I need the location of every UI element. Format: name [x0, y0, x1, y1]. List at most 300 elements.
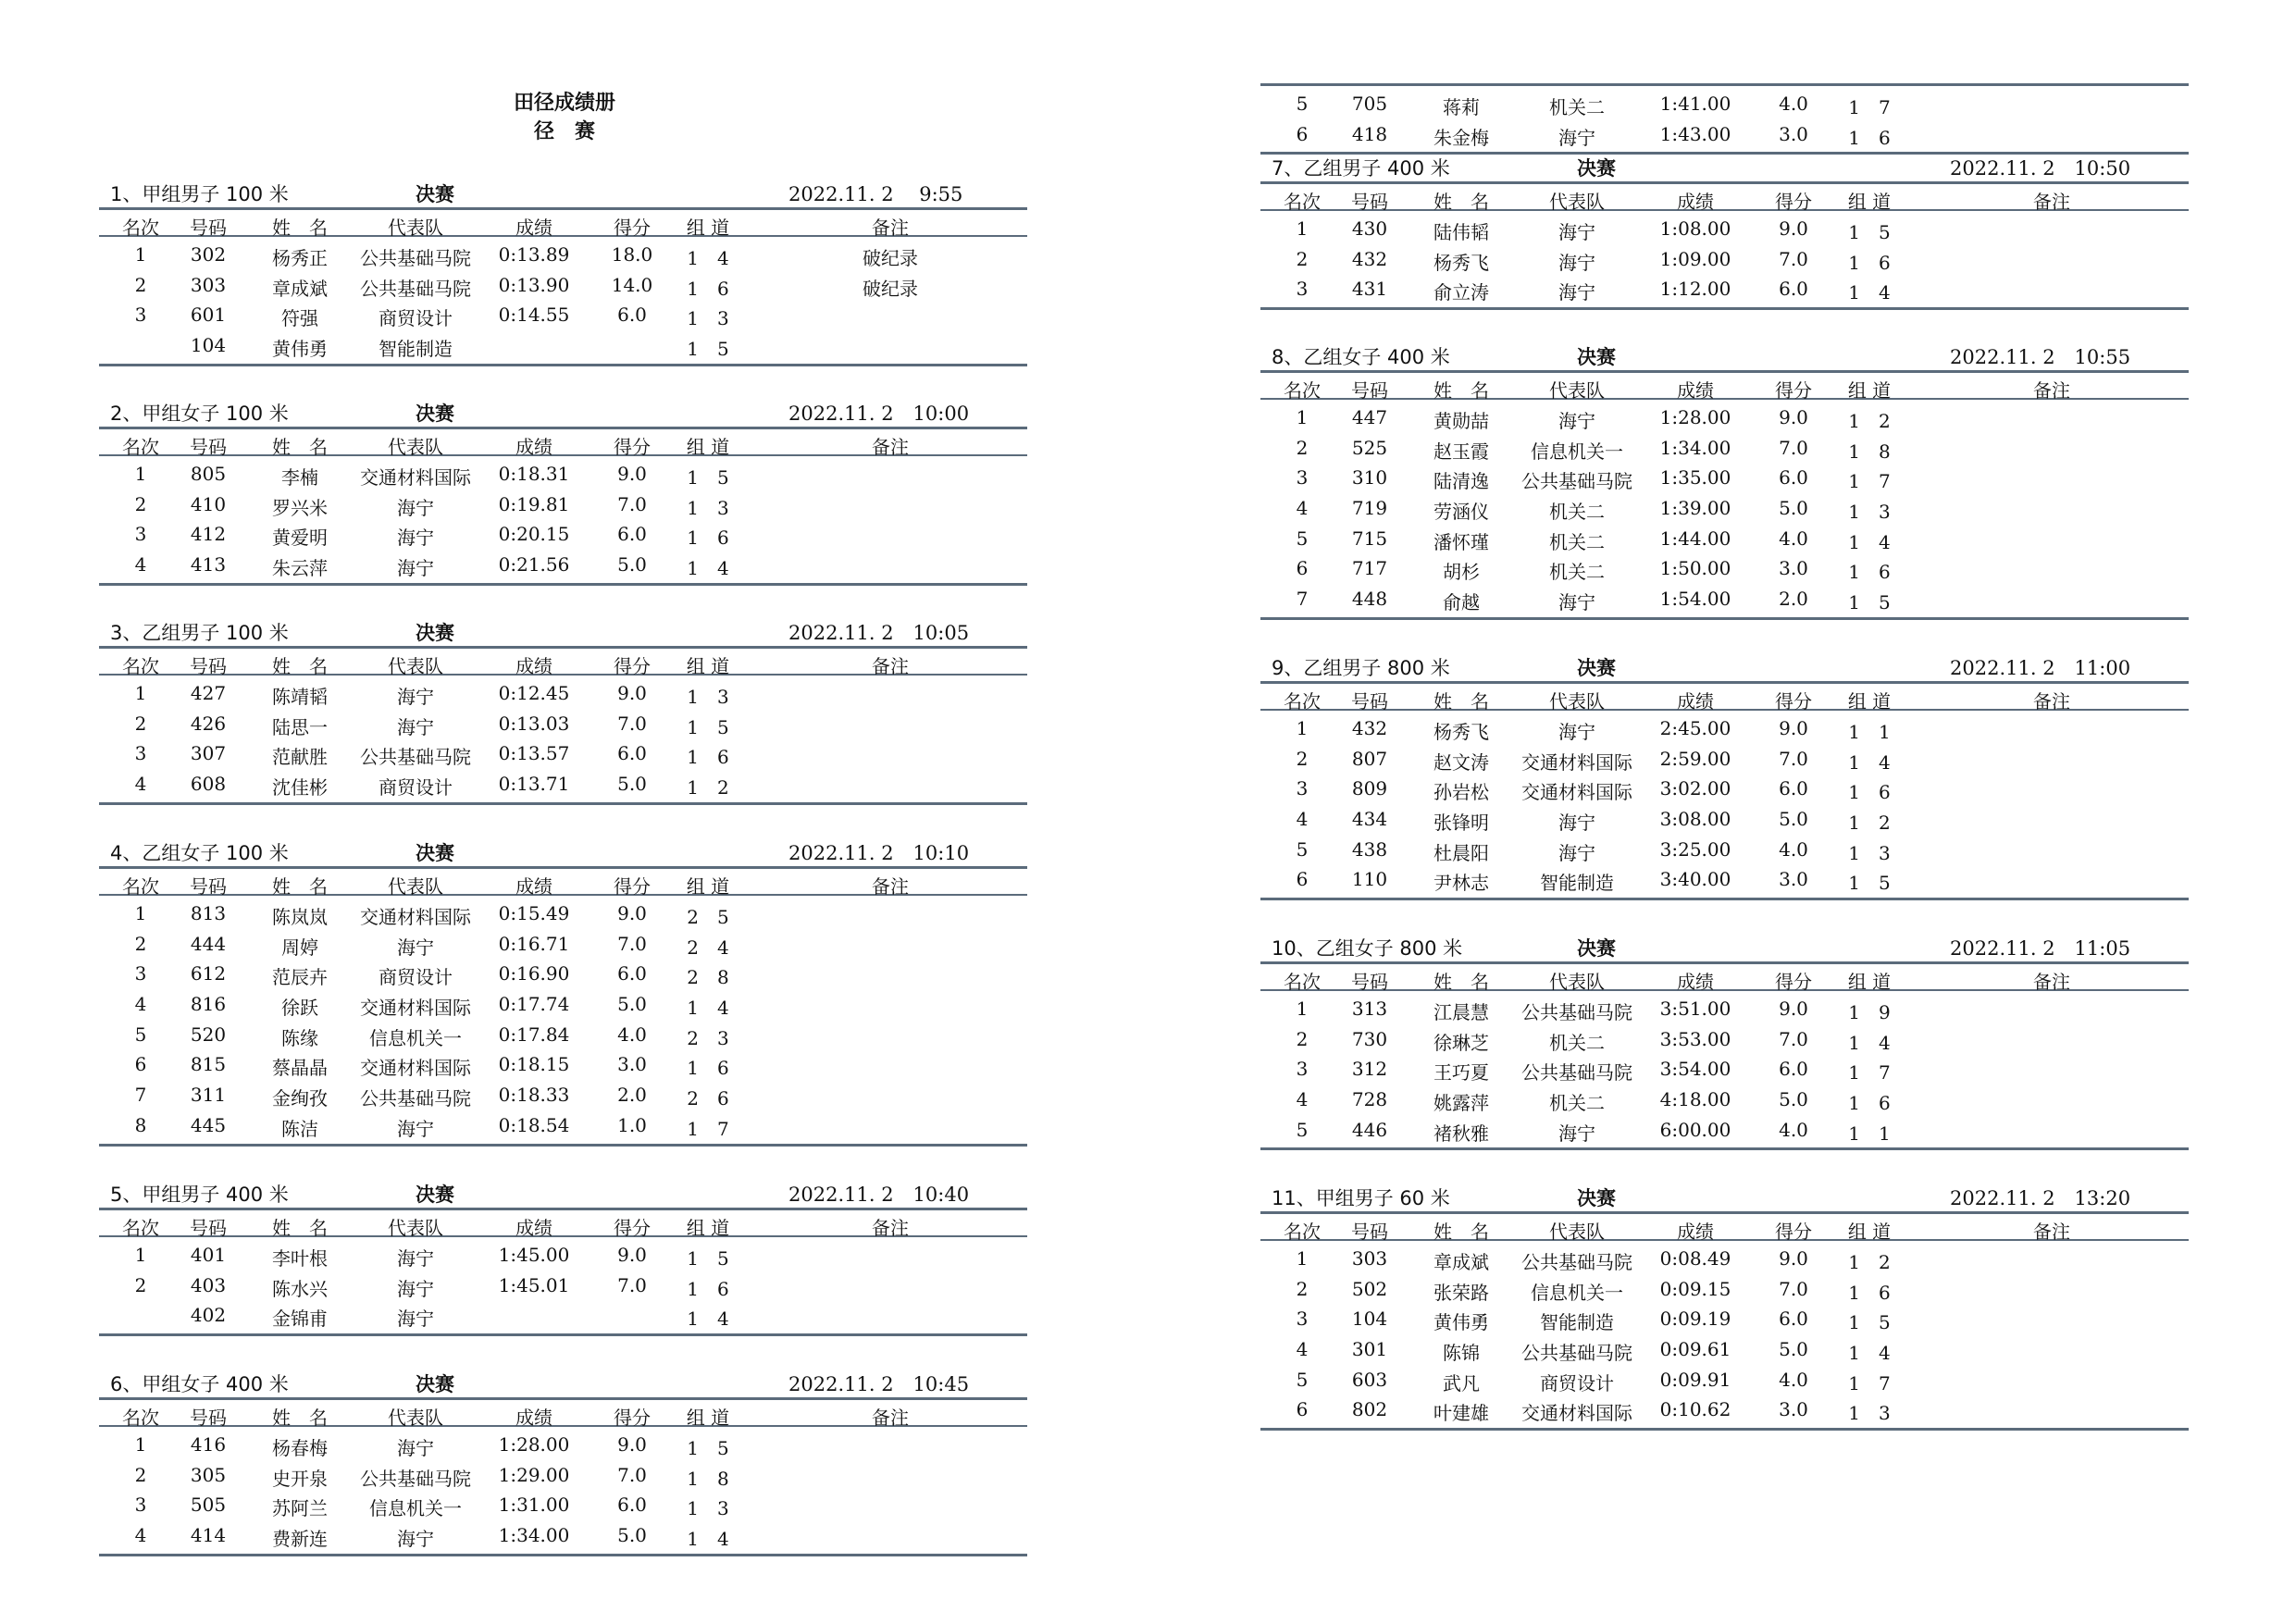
cell-name: 黄伟勇: [1433, 1311, 1489, 1334]
cell-name: 黄勋喆: [1433, 410, 1489, 432]
cell-group-lane: 1 4: [687, 1528, 729, 1551]
cell-group-lane: 1 5: [687, 338, 729, 361]
cell-group-lane: 1 5: [687, 715, 729, 738]
cell-number: 410: [190, 492, 227, 515]
column-header-score: 得分: [614, 1407, 651, 1429]
table-row: [99, 770, 1027, 800]
cell-result: 0:09.19: [1659, 1308, 1731, 1331]
cell-name: 俞越: [1443, 591, 1480, 614]
cell-team: 公共基础马院: [360, 1467, 471, 1490]
cell-team: 机关二: [1549, 530, 1605, 553]
cell-number: 303: [1351, 1247, 1388, 1270]
cell-number: 438: [1351, 837, 1388, 861]
cell-group-lane: 1 3: [1848, 501, 1891, 524]
cell-name: 蒋莉: [1443, 96, 1480, 118]
cell-team: 公共基础马院: [360, 746, 471, 769]
cell-rank: 5: [1296, 1368, 1309, 1391]
cell-rank: 5: [1296, 93, 1309, 115]
event-name: 5、甲组男子 400 米: [110, 1184, 289, 1206]
cell-name: 范辰卉: [272, 966, 328, 989]
cell-result: 2:59.00: [1659, 747, 1731, 770]
cell-number: 715: [1351, 527, 1388, 550]
cell-group-lane: 1 7: [1848, 1371, 1891, 1395]
cell-rank: 1: [1296, 406, 1309, 428]
column-header-name: 姓 名: [1433, 690, 1489, 713]
cell-name: 江晨慧: [1433, 1001, 1489, 1023]
cell-result: 0:18.31: [498, 463, 570, 485]
table-row: [1260, 714, 2189, 745]
table-row: [1260, 1055, 2189, 1085]
cell-team: 海宁: [397, 1528, 434, 1551]
column-header-result: 成绩: [515, 875, 552, 898]
event-name: 3、乙组男子 100 米: [110, 622, 289, 644]
column-header-team: 代表队: [388, 1217, 443, 1239]
event-round: 决赛: [416, 183, 454, 205]
cell-team: 智能制造: [1540, 1311, 1614, 1334]
cell-score: 9.0: [617, 1244, 647, 1266]
column-header-team: 代表队: [1549, 971, 1605, 993]
cell-group-lane: 1 5: [1848, 221, 1891, 243]
column-header-result: 成绩: [1677, 1221, 1714, 1243]
event-datetime: 2022.11. 2 10:00: [788, 403, 970, 425]
cell-name: 赵文涛: [1433, 750, 1489, 774]
cell-name: 褚秋雅: [1433, 1122, 1489, 1145]
table-row: [1260, 90, 2189, 120]
cell-team: 海宁: [1558, 221, 1595, 243]
cell-result: 0:21.56: [498, 553, 570, 576]
table-row: [1260, 1395, 2189, 1426]
column-header-row: [99, 866, 1027, 896]
cell-number: 104: [190, 334, 227, 357]
cell-rank: 5: [1296, 1118, 1309, 1141]
cell-number: 730: [1351, 1027, 1388, 1050]
cell-group-lane: 1 6: [687, 527, 729, 550]
column-header-number: 号码: [190, 875, 227, 898]
cell-team: 交通材料国际: [1521, 750, 1632, 774]
results-table: [1260, 211, 2189, 310]
cell-group-lane: 1 4: [687, 247, 729, 269]
cell-rank: 4: [134, 1524, 147, 1547]
cell-result: 1:54.00: [1659, 588, 1731, 611]
column-header-remark: 备注: [2033, 1221, 2070, 1243]
column-header-score: 得分: [1775, 690, 1812, 713]
cell-result: 1:44.00: [1659, 527, 1731, 550]
table-row: [99, 960, 1027, 990]
results-table: [1260, 86, 2189, 155]
cell-name: 朱金梅: [1433, 126, 1489, 149]
cell-name: 费新连: [272, 1528, 328, 1551]
column-header-rank: 名次: [1284, 379, 1321, 402]
cell-rank: 2: [134, 273, 147, 296]
cell-result: 6:00.00: [1659, 1118, 1731, 1141]
cell-number: 305: [190, 1463, 227, 1486]
cell-number: 805: [190, 463, 227, 485]
event-round: 决赛: [1577, 937, 1616, 960]
table-row: [1260, 1366, 2189, 1396]
cell-group-lane: 1 8: [687, 1467, 729, 1490]
event-header: [1260, 337, 2189, 370]
cell-name: 陈靖韬: [272, 686, 328, 708]
cell-rank: 2: [1296, 247, 1309, 270]
cell-result: 1:28.00: [1659, 406, 1731, 428]
cell-team: 机关二: [1549, 1031, 1605, 1054]
cell-score: 4.0: [617, 1023, 647, 1046]
cell-name: 劳涵仪: [1433, 501, 1489, 524]
cell-rank: 5: [1296, 837, 1309, 861]
column-header-number: 号码: [1351, 191, 1388, 213]
table-row: [99, 1111, 1027, 1142]
column-header-number: 号码: [1351, 971, 1388, 993]
cell-rank: 2: [134, 712, 147, 735]
cell-group-lane: 1 6: [1848, 251, 1891, 274]
cell-score: 4.0: [1779, 527, 1808, 550]
cell-team: 交通材料国际: [1521, 1402, 1632, 1425]
cell-name: 孙岩松: [1433, 781, 1489, 804]
cell-group-lane: 1 8: [1848, 440, 1891, 463]
cell-rank: 1: [134, 1244, 147, 1266]
table-row: [99, 679, 1027, 710]
cell-score: 7.0: [617, 1273, 647, 1296]
cell-score: 3.0: [1779, 557, 1808, 580]
cell-name: 杨秀正: [272, 247, 328, 269]
cell-group-lane: 1 6: [1848, 1092, 1891, 1115]
cell-name: 陈缘: [281, 1026, 318, 1049]
cell-name: 金绚孜: [272, 1087, 328, 1110]
event-name: 10、乙组女子 800 米: [1272, 937, 1463, 960]
column-header-rank: 名次: [1284, 971, 1321, 993]
cell-team: 公共基础马院: [360, 1087, 471, 1110]
cell-number: 432: [1351, 717, 1388, 739]
cell-team: 智能制造: [379, 338, 453, 361]
cell-group-lane: 1 3: [687, 1497, 729, 1520]
column-header-remark: 备注: [872, 1407, 909, 1429]
cell-rank: 3: [134, 962, 147, 986]
cell-rank: 2: [1296, 1027, 1309, 1050]
event-datetime: 2022.11. 2 10:05: [788, 622, 970, 644]
results-table: [1260, 1241, 2189, 1431]
cell-result: 0:10.62: [1659, 1398, 1731, 1421]
table-row: [99, 520, 1027, 551]
table-row: [1260, 745, 2189, 775]
results-table: [99, 1237, 1027, 1336]
column-header-number: 号码: [190, 1217, 227, 1239]
cell-group-lane: 1 3: [1848, 1402, 1891, 1425]
cell-number: 608: [190, 773, 227, 796]
cell-name: 金锦甫: [272, 1308, 328, 1331]
cell-group-lane: 1 2: [1848, 812, 1891, 835]
column-header-rank: 名次: [1284, 690, 1321, 713]
cell-rank: 3: [1296, 1058, 1309, 1081]
cell-score: 9.0: [617, 902, 647, 924]
table-row: [99, 1050, 1027, 1081]
column-header-name: 姓 名: [272, 1217, 328, 1239]
cell-result: 3:53.00: [1659, 1027, 1731, 1050]
event-round: 决赛: [416, 842, 454, 864]
cell-score: 6.0: [617, 742, 647, 765]
cell-score: 5.0: [1779, 1338, 1808, 1361]
cell-score: 7.0: [617, 712, 647, 735]
table-row: [99, 1301, 1027, 1332]
column-header-result: 成绩: [515, 436, 552, 458]
cell-score: 6.0: [1779, 777, 1808, 800]
cell-score: 3.0: [1779, 1398, 1808, 1421]
cell-number: 447: [1351, 406, 1388, 428]
column-header-row: [99, 1208, 1027, 1237]
cell-number: 809: [1351, 777, 1388, 800]
cell-result: 1:34.00: [1659, 436, 1731, 459]
cell-group-lane: 1 6: [687, 1277, 729, 1300]
cell-team: 海宁: [1558, 812, 1595, 835]
table-row: [99, 1271, 1027, 1302]
cell-name: 罗兴米: [272, 496, 328, 519]
cell-rank: 1: [134, 1433, 147, 1456]
column-header-result: 成绩: [1677, 971, 1714, 993]
cell-rank: 7: [134, 1084, 147, 1107]
event-section: [1260, 83, 2189, 155]
table-row: [99, 1021, 1027, 1051]
table-row: [99, 551, 1027, 581]
column-header-team: 代表队: [388, 1407, 443, 1429]
cell-group-lane: 1 6: [687, 277, 729, 300]
cell-result: 0:19.81: [498, 492, 570, 515]
cell-result: 3:54.00: [1659, 1058, 1731, 1081]
cell-score: 6.0: [1779, 1058, 1808, 1081]
cell-score: 6.0: [617, 523, 647, 546]
column-header-group-lane: 组 道: [1847, 1221, 1892, 1243]
cell-name: 陈洁: [281, 1117, 318, 1140]
cell-name: 章成斌: [272, 277, 328, 300]
column-header-group-lane: 组 道: [1847, 191, 1892, 213]
cell-rank: 4: [134, 773, 147, 796]
event-round: 决赛: [1577, 1187, 1616, 1209]
cell-score: 14.0: [611, 273, 653, 296]
cell-name: 沈佳彬: [272, 776, 328, 800]
event-round: 决赛: [416, 403, 454, 425]
event-section: [99, 1364, 1027, 1556]
cell-group-lane: 1 6: [687, 746, 729, 769]
column-header-rank: 名次: [1284, 1221, 1321, 1243]
cell-team: 海宁: [397, 1308, 434, 1331]
cell-number: 302: [190, 243, 227, 266]
event-section: [99, 1174, 1027, 1336]
column-header-group-lane: 组 道: [686, 217, 730, 239]
column-header-team: 代表队: [388, 436, 443, 458]
table-row: [1260, 1025, 2189, 1056]
cell-group-lane: 1 2: [1848, 410, 1891, 432]
cell-team: 海宁: [397, 1247, 434, 1270]
cell-team: 交通材料国际: [360, 466, 471, 489]
cell-team: 海宁: [1558, 410, 1595, 432]
cell-number: 431: [1351, 278, 1388, 301]
event-header: [1260, 648, 2189, 681]
column-header-name: 姓 名: [272, 217, 328, 239]
cell-name: 张锋明: [1433, 812, 1489, 835]
event-section: [99, 393, 1027, 586]
cell-result: 0:12.45: [498, 682, 570, 704]
cell-remark: 破纪录: [863, 247, 918, 269]
cell-number: 301: [1351, 1338, 1388, 1361]
cell-rank: 1: [1296, 1247, 1309, 1270]
table-row: [1260, 525, 2189, 555]
event-header: [1260, 148, 2189, 181]
results-table: [99, 896, 1027, 1147]
cell-group-lane: 1 7: [1848, 96, 1891, 118]
table-row: [1260, 215, 2189, 245]
cell-score: 7.0: [1779, 747, 1808, 770]
cell-number: 525: [1351, 436, 1388, 459]
cell-name: 张荣路: [1433, 1281, 1489, 1304]
table-row: [1260, 1116, 2189, 1147]
column-header-row: [99, 427, 1027, 456]
cell-team: 机关二: [1549, 96, 1605, 118]
cell-result: 0:15.49: [498, 902, 570, 924]
document-title: 田径成绩册: [513, 92, 615, 115]
event-header: [99, 174, 1027, 207]
cell-group-lane: 2 5: [687, 906, 729, 928]
cell-group-lane: 2 3: [687, 1026, 729, 1049]
cell-team: 信息机关一: [369, 1026, 462, 1049]
column-header-name: 姓 名: [272, 655, 328, 677]
event-header: [99, 613, 1027, 646]
cell-team: 海宁: [1558, 126, 1595, 149]
cell-group-lane: 1 3: [1848, 841, 1891, 864]
cell-name: 赵玉霞: [1433, 440, 1489, 463]
cell-team: 公共基础马院: [1521, 1061, 1632, 1085]
cell-result: 0:13.71: [498, 773, 570, 796]
column-header-rank: 名次: [122, 655, 159, 677]
cell-score: 7.0: [1779, 1027, 1808, 1050]
results-table: [99, 456, 1027, 586]
cell-group-lane: 2 4: [687, 936, 729, 959]
column-header-score: 得分: [614, 655, 651, 677]
cell-result: 0:16.71: [498, 932, 570, 955]
column-header-rank: 名次: [122, 436, 159, 458]
column-header-team: 代表队: [388, 217, 443, 239]
event-datetime: 2022.11. 2 9:55: [788, 183, 963, 205]
cell-rank: 1: [1296, 998, 1309, 1020]
cell-name: 杜晨阳: [1433, 841, 1489, 864]
event-name: 6、甲组女子 400 米: [110, 1373, 289, 1395]
cell-name: 陈水兴: [272, 1277, 328, 1300]
cell-number: 448: [1351, 588, 1388, 611]
cell-result: 1:45.00: [498, 1244, 570, 1266]
cell-score: 5.0: [1779, 808, 1808, 831]
cell-score: 9.0: [1779, 717, 1808, 739]
cell-rank: 3: [134, 1494, 147, 1517]
cell-team: 公共基础马院: [1521, 470, 1632, 493]
cell-team: 商贸设计: [379, 307, 453, 330]
column-header-result: 成绩: [1677, 690, 1714, 713]
cell-name: 苏阿兰: [272, 1497, 328, 1520]
column-header-number: 号码: [190, 1407, 227, 1429]
cell-name: 杨春梅: [272, 1437, 328, 1459]
cell-rank: 2: [1296, 436, 1309, 459]
cell-number: 813: [190, 902, 227, 924]
cell-score: 6.0: [617, 962, 647, 986]
column-header-group-lane: 组 道: [686, 1217, 730, 1239]
cell-score: 3.0: [1779, 122, 1808, 145]
cell-result: 0:13.89: [498, 243, 570, 266]
cell-group-lane: 1 4: [1848, 1031, 1891, 1054]
cell-team: 商贸设计: [379, 776, 453, 800]
cell-rank: 6: [1296, 122, 1309, 145]
cell-number: 402: [190, 1304, 227, 1327]
cell-group-lane: 1 7: [1848, 1061, 1891, 1085]
column-header-remark: 备注: [872, 436, 909, 458]
cell-team: 海宁: [397, 936, 434, 959]
cell-name: 黄伟勇: [272, 338, 328, 361]
cell-team: 海宁: [1558, 591, 1595, 614]
cell-team: 海宁: [397, 527, 434, 550]
table-row: [1260, 403, 2189, 434]
column-header-number: 号码: [190, 217, 227, 239]
table-row: [1260, 120, 2189, 151]
cell-number: 426: [190, 712, 227, 735]
table-row: [99, 331, 1027, 362]
cell-rank: 6: [134, 1053, 147, 1076]
cell-rank: 3: [1296, 278, 1309, 301]
cell-score: 4.0: [1779, 1118, 1808, 1141]
cell-name: 陈锦: [1443, 1342, 1480, 1365]
table-row: [99, 930, 1027, 961]
cell-score: 7.0: [1779, 247, 1808, 270]
column-header-row: [99, 1397, 1027, 1427]
cell-number: 603: [1351, 1368, 1388, 1391]
event-section: [99, 174, 1027, 366]
results-table: [99, 1427, 1027, 1556]
cell-rank: 4: [1296, 1088, 1309, 1111]
cell-rank: 3: [1296, 466, 1309, 490]
cell-name: 陆清逸: [1433, 470, 1489, 493]
cell-team: 海宁: [397, 1117, 434, 1140]
cell-team: 海宁: [397, 557, 434, 580]
cell-team: 海宁: [397, 1277, 434, 1300]
cell-team: 交通材料国际: [1521, 781, 1632, 804]
table-row: [99, 301, 1027, 331]
cell-rank: 3: [1296, 1308, 1309, 1331]
event-datetime: 2022.11. 2 11:00: [1950, 657, 2131, 679]
cell-result: 3:40.00: [1659, 868, 1731, 891]
cell-team: 交通材料国际: [360, 906, 471, 928]
column-header-score: 得分: [1775, 191, 1812, 213]
column-header-row: [1260, 961, 2189, 991]
column-header-rank: 名次: [1284, 191, 1321, 213]
cell-rank: 5: [1296, 527, 1309, 550]
cell-rank: 2: [1296, 747, 1309, 770]
cell-team: 信息机关一: [369, 1497, 462, 1520]
event-section: [1260, 648, 2189, 900]
table-row: [99, 899, 1027, 930]
event-datetime: 2022.11. 2 10:45: [788, 1373, 970, 1395]
cell-group-lane: 1 5: [1848, 1311, 1891, 1334]
cell-group-lane: 1 7: [1848, 470, 1891, 493]
cell-name: 范献胜: [272, 746, 328, 769]
cell-score: 4.0: [1779, 93, 1808, 115]
cell-name: 潘怀瑾: [1433, 530, 1489, 553]
cell-result: 1:29.00: [498, 1463, 570, 1486]
cell-number: 414: [190, 1524, 227, 1547]
cell-group-lane: 1 6: [687, 1057, 729, 1080]
cell-team: 海宁: [1558, 841, 1595, 864]
table-row: [1260, 1335, 2189, 1366]
column-header-number: 号码: [1351, 379, 1388, 402]
cell-result: 1:41.00: [1659, 93, 1731, 115]
cell-rank: 3: [134, 304, 147, 327]
cell-result: 1:35.00: [1659, 466, 1731, 490]
cell-name: 朱云萍: [272, 557, 328, 580]
cell-score: 9.0: [1779, 217, 1808, 240]
cell-number: 802: [1351, 1398, 1388, 1421]
